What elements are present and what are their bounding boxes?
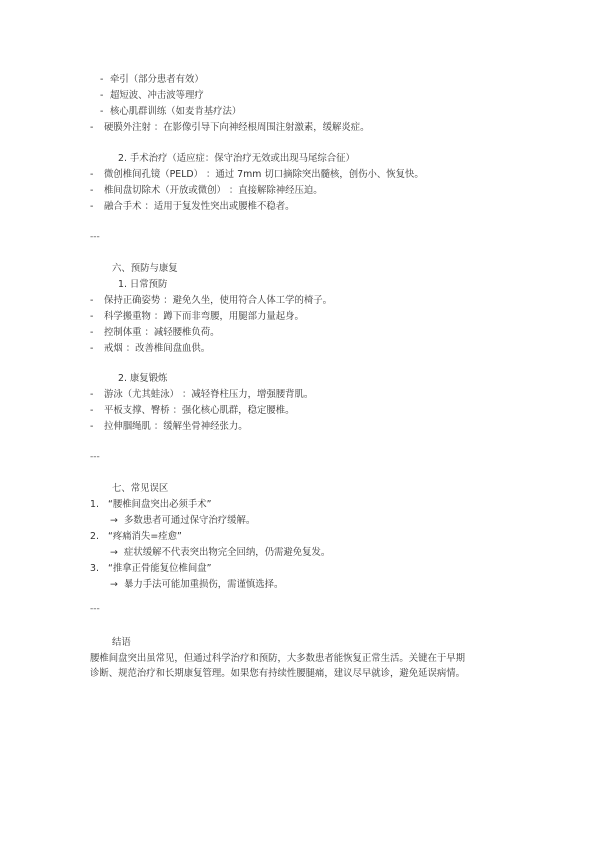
dash-mark: - (90, 405, 94, 416)
dash-mark: - (90, 311, 94, 322)
daily-prevention-heading: 1. 日常预防 (118, 279, 168, 290)
rehab-item-plank: 平板支撑、臀桥 ：强化核心肌群，稳定腰椎。 (104, 405, 295, 416)
misconception-number: 1. (90, 499, 99, 510)
surgery-item-discectomy: 椎间盘切除术（开放或微创） ：直接解除神经压迫。 (104, 185, 323, 196)
daily-item-lifting: 科学搬重物 ：蹲下而非弯腰，用腿部力量起身。 (104, 311, 304, 322)
misconception-answer: 多数患者可通过保守治疗缓解。 (124, 515, 256, 526)
conclusion-paragraph-line: 诊断、规范治疗和长期康复管理。如果您有持续性腰腿痛，建议尽早就诊，避免延误病情。 (90, 668, 466, 679)
misconception-number: 2. (90, 531, 99, 542)
arrow-icon: → (110, 579, 118, 590)
daily-item-posture: 保持正确姿势 ：避免久坐，使用符合人体工学的椅子。 (104, 295, 332, 306)
misconception-answer: 暴力手法可能加重损伤，需谨慎选择。 (124, 579, 284, 590)
surgery-heading: 2. 手术治疗（适应症：保守治疗无效或出现马尾综合征） (118, 153, 355, 164)
dash-mark: - (90, 169, 94, 180)
section-separator: --- (90, 604, 100, 614)
prevention-heading: 六、预防与康复 (112, 263, 178, 274)
surgery-item-fusion: 融合手术 ：适用于复发性突出或腰椎不稳者。 (104, 201, 295, 212)
dash-mark: - (90, 343, 94, 354)
conclusion-heading: 结语 (112, 637, 131, 648)
surgery-item-peld: 微创椎间孔镜（PELD） ：通过 7mm 切口摘除突出髓核，创伤小、恢复快。 (104, 169, 424, 180)
misconceptions-heading: 七、常见误区 (112, 483, 169, 494)
dash-mark: - (90, 201, 94, 212)
sub-bullet-physio: 超短波、冲击波等理疗 (110, 90, 204, 101)
arrow-icon: → (110, 515, 118, 526)
dash-mark: - (90, 421, 94, 432)
conclusion-paragraph-line: 腰椎间盘突出虽常见，但通过科学治疗和预防，大多数患者能恢复正常生活。关键在于早期 (90, 653, 466, 664)
daily-item-smoking: 戒烟 ：改善椎间盘血供。 (104, 343, 211, 354)
rehab-heading: 2. 康复锻炼 (118, 373, 168, 384)
dash-mark: - (90, 295, 94, 306)
sub-bullet-mark: - (100, 74, 104, 85)
sub-bullet-mark: - (100, 90, 104, 101)
misconception-claim: “腰椎间盘突出必须手术” (108, 499, 212, 510)
section-separator: --- (90, 232, 100, 242)
section-separator: --- (90, 452, 100, 462)
dash-mark: - (90, 389, 94, 400)
dash-mark: - (90, 327, 94, 338)
sub-bullet-mark: - (100, 106, 104, 117)
daily-item-weight: 控制体重 ：减轻腰椎负荷。 (104, 327, 220, 338)
misconception-answer: 症状缓解不代表突出物完全回纳，仍需避免复发。 (124, 547, 331, 558)
arrow-icon: → (110, 547, 118, 558)
rehab-item-swimming: 游泳（尤其蛙泳） ：减轻脊柱压力，增强腰背肌。 (104, 389, 314, 400)
misconception-claim: “推拿正骨能复位椎间盘” (108, 563, 212, 574)
misconception-number: 3. (90, 563, 99, 574)
rehab-item-stretch: 拉伸腘绳肌 ：缓解坐骨神经张力。 (104, 421, 248, 432)
dash-mark: - (90, 185, 94, 196)
dash-mark: - (90, 122, 94, 133)
misconception-claim: “疼痛消失=痊愈” (108, 531, 182, 542)
sub-bullet-traction: 牵引（部分患者有效） (110, 74, 204, 85)
injection-item: 硬膜外注射 ：在影像引导下向神经根周围注射激素，缓解炎症。 (104, 122, 370, 133)
sub-bullet-core-training: 核心肌群训练（如麦肯基疗法） (110, 106, 242, 117)
